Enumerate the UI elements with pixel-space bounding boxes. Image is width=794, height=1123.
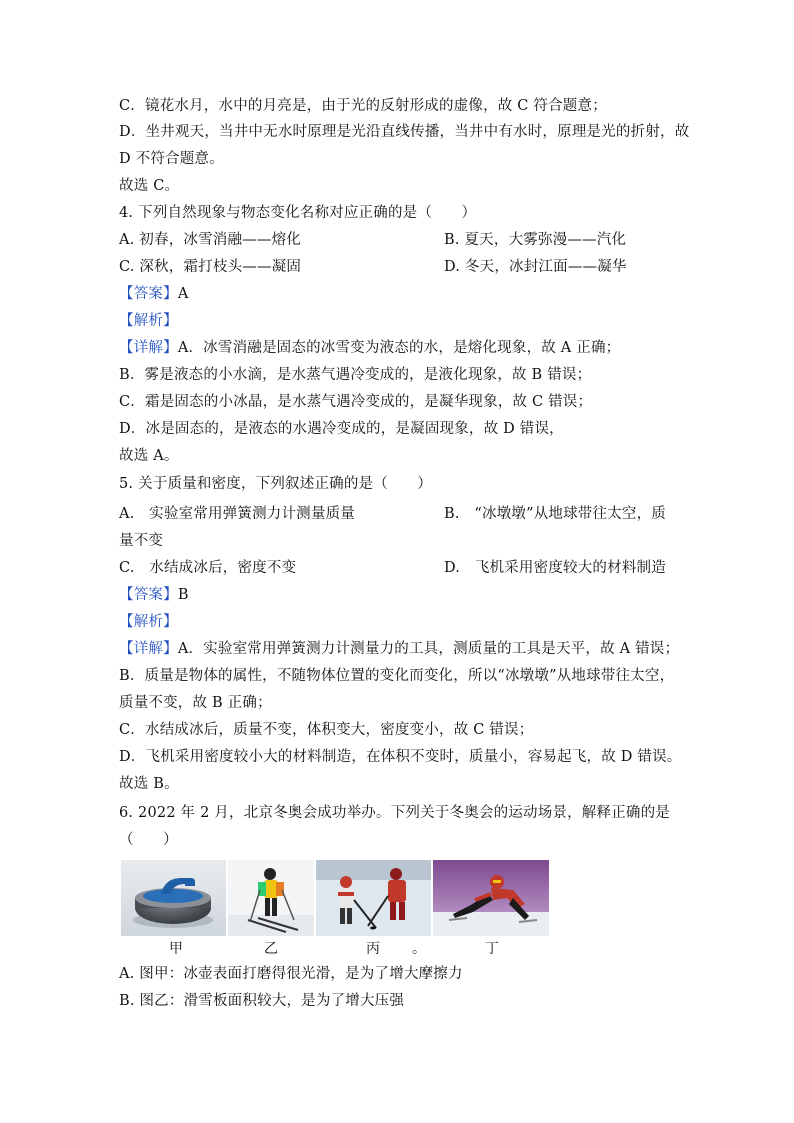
caption-yi: 乙 xyxy=(264,941,278,957)
caption-ding: 丁 xyxy=(485,941,499,957)
caption-jia: 甲 xyxy=(169,941,183,957)
answer-tag: 【答案】 xyxy=(119,286,178,302)
photo-speed-skater xyxy=(433,860,549,936)
q4-option-c: C. 深秋，霜打枝头——凝固 xyxy=(119,259,302,275)
q5-option-b-2: 量不变 xyxy=(119,533,164,549)
q5-option-d: D. 飞机采用密度较大的材料制造 xyxy=(444,560,666,576)
q4-analysis-tag: 【解析】 xyxy=(119,313,178,329)
q5-stem: 5. 关于质量和密度，下列叙述正确的是（ ） xyxy=(119,476,433,492)
photo-ice-hockey xyxy=(316,860,431,936)
answer-value: A xyxy=(177,286,189,302)
q5-option-a: A. 实验室常用弹簧测力计测量质量 xyxy=(119,506,355,522)
q5-option-c: C. 水结成冰后，密度不变 xyxy=(119,560,297,576)
q5-option-b-1: B. “冰墩墩”从地球带往太空，质 xyxy=(444,506,666,522)
photo-skier xyxy=(228,860,314,936)
q5-analysis-tag: 【解析】 xyxy=(119,614,178,630)
detail-tag: 【详解】 xyxy=(119,340,178,356)
caption-dot: 。 xyxy=(412,941,426,957)
answer-value: B xyxy=(177,587,189,603)
q6-option-a: A. 图甲：冰壶表面打磨得很光滑，是为了增大摩擦力 xyxy=(119,966,463,982)
olympic-photos xyxy=(121,860,551,938)
q6-option-b: B. 图乙：滑雪板面积较大，是为了增大压强 xyxy=(119,993,405,1009)
q3-option-d-explanation-2: D 不符合题意。 xyxy=(119,151,224,167)
detail-text: A．实验室常用弹簧测力计测量力的工具，测质量的工具是天平，故 A 错误； xyxy=(177,641,680,657)
q4-detail-2: B．雾是液态的小水滴，是水蒸气遇冷变成的，是液化现象，故 B 错误； xyxy=(119,367,592,383)
caption-bing: 丙 xyxy=(366,941,380,957)
q4-detail-4: D．冰是固态的，是液态的水遇冷变成的，是凝固现象，故 D 错误， xyxy=(119,421,564,437)
q5-detail-1 xyxy=(119,639,679,659)
q4-detail-3: C．霜是固态的小冰晶，是水蒸气遇冷变成的，是凝华现象，故 C 错误； xyxy=(119,394,593,410)
q5-detail-2a: B．质量是物体的属性，不随物体位置的变化而变化，所以“冰墩墩”从地球带往太空， xyxy=(119,668,675,684)
q4-stem: 4. 下列自然现象与物态变化名称对应正确的是（ ） xyxy=(119,205,477,221)
q4-option-a: A. 初春，冰雪消融——熔化 xyxy=(119,232,301,248)
q3-choice: 故选 C。 xyxy=(119,178,180,194)
q4-detail-1 xyxy=(119,338,620,358)
photo-curling-stone xyxy=(121,860,226,936)
q4-option-d: D. 冬天，冰封江面——凝华 xyxy=(444,259,627,275)
detail-tag: 【详解】 xyxy=(119,641,178,657)
q5-detail-3: C．水结成冰后，质量不变，体积变大，密度变小，故 C 错误； xyxy=(119,722,534,738)
q5-detail-2b: 质量不变，故 B 正确； xyxy=(119,695,272,711)
q4-answer xyxy=(119,284,188,304)
q5-choice: 故选 B。 xyxy=(119,776,179,792)
q3-option-c-explanation: C．镜花水月，水中的月亮是，由于光的反射形成的虚像，故 C 符合题意； xyxy=(119,98,607,114)
q5-answer xyxy=(119,585,189,605)
q6-stem-1: 6. 2022 年 2 月，北京冬奥会成功举办。下列关于冬奥会的运动场景，解释正确的是 xyxy=(119,805,670,821)
answer-tag: 【答案】 xyxy=(119,587,178,603)
q4-choice: 故选 A。 xyxy=(119,448,179,464)
detail-text: A．冰雪消融是固态的冰雪变为液态的水，是熔化现象，故 A 正确； xyxy=(177,340,621,356)
q4-option-b: B. 夏天，大雾弥漫——汽化 xyxy=(444,232,627,248)
q5-detail-4: D．飞机采用密度较小大的材料制造，在体积不变时，质量小，容易起飞，故 D 错误。 xyxy=(119,749,682,765)
q3-option-d-explanation-1: D．坐井观天，当井中无水时原理是光沿直线传播，当井中有水时，原理是光的折射，故 xyxy=(119,124,690,140)
q6-stem-2: （ ） xyxy=(119,832,178,848)
